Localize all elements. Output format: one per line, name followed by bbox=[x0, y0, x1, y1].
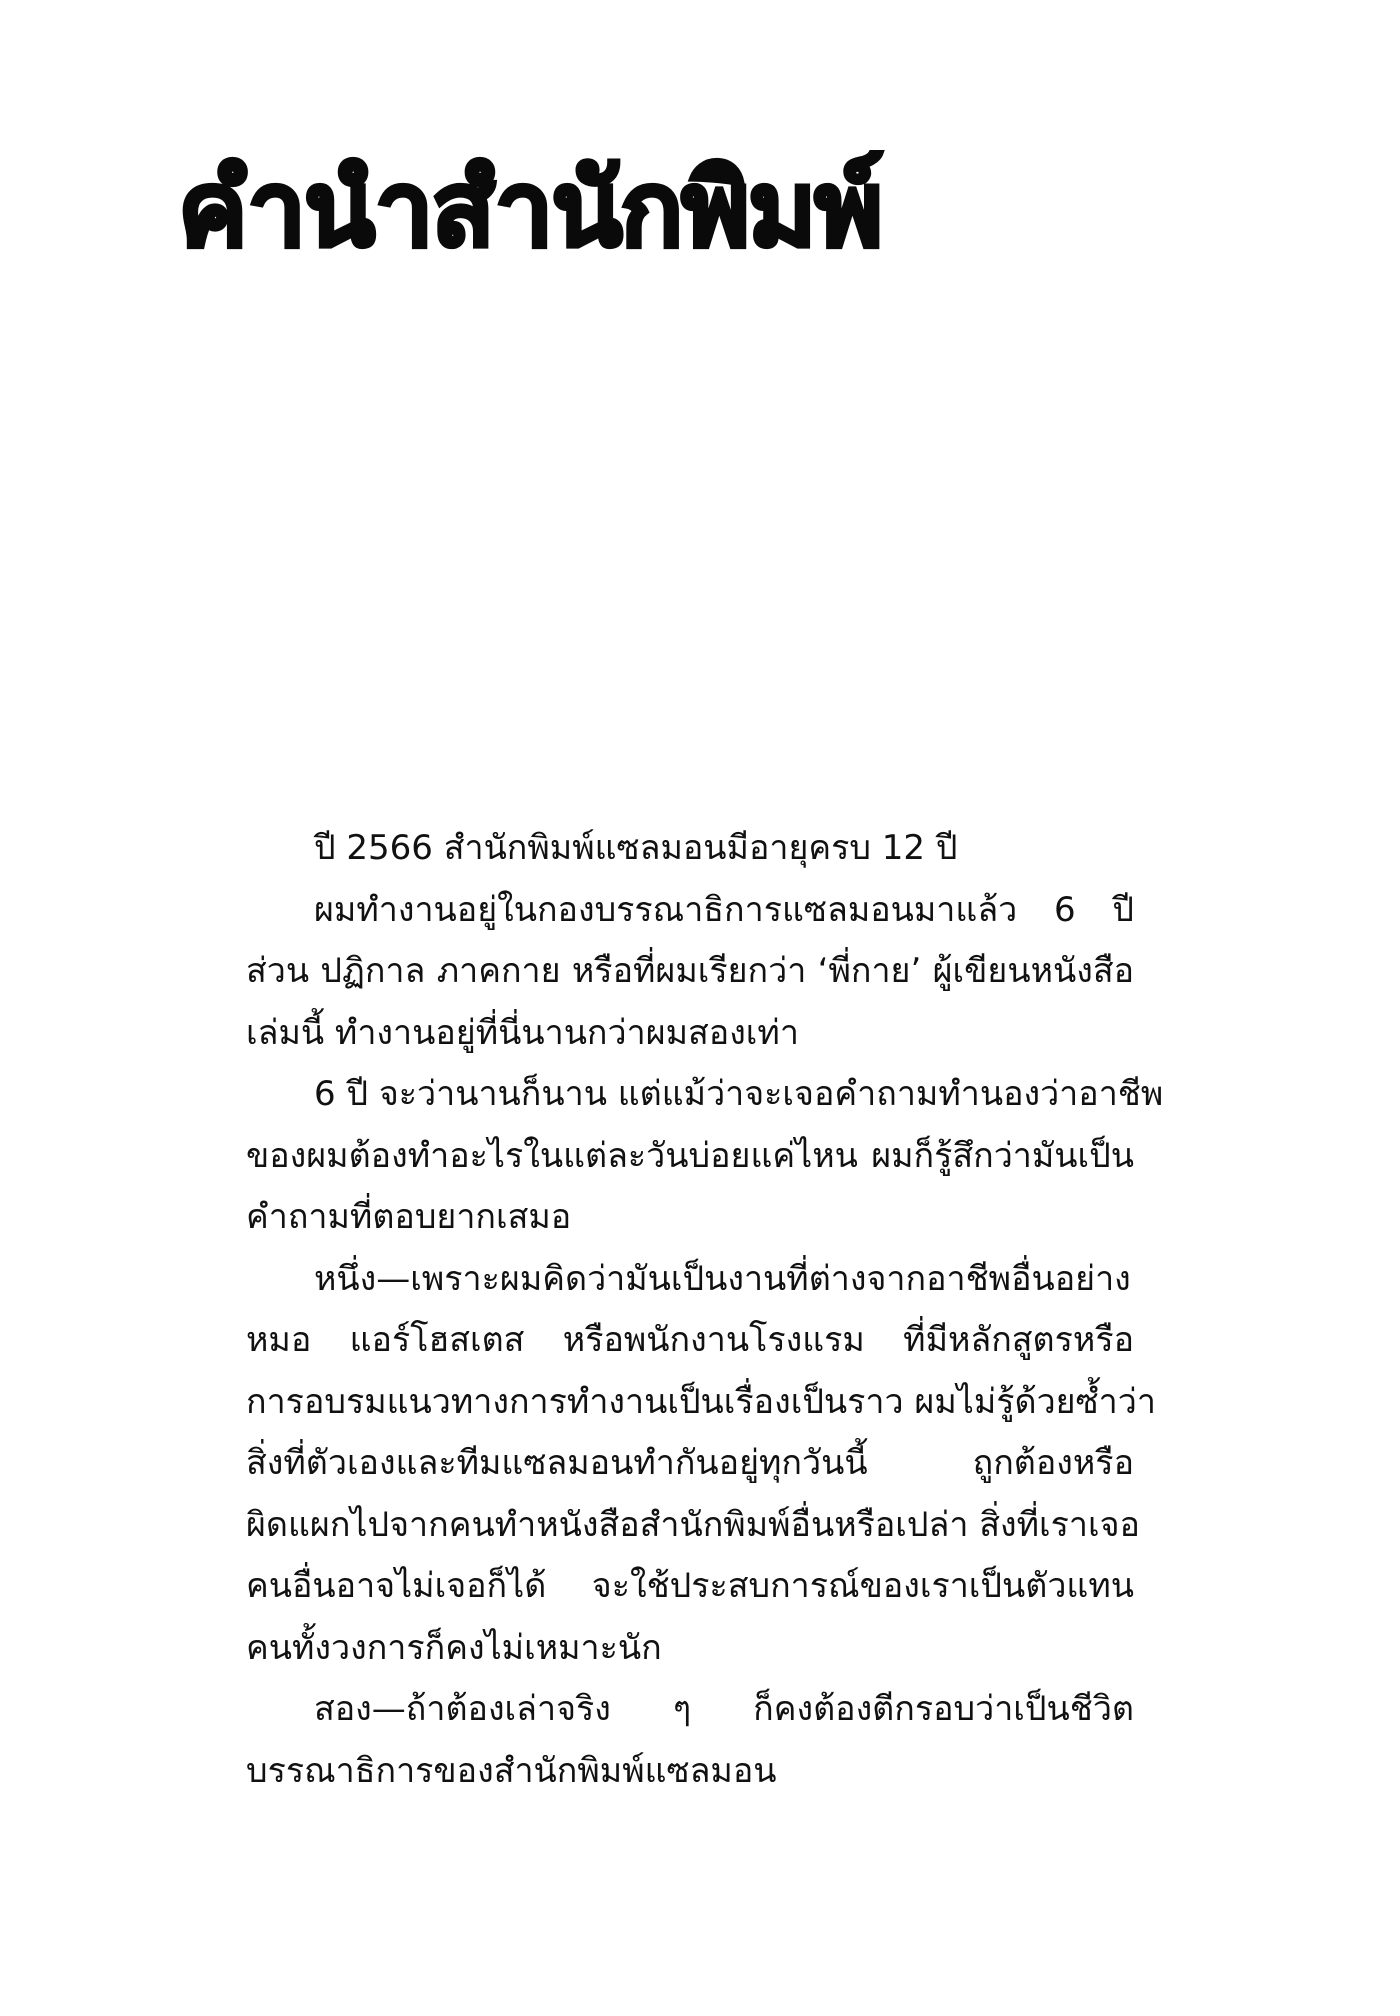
text-line: คำถามที่ตอบยากเสมอ bbox=[246, 1197, 572, 1237]
text-line: คนทั้งวงการก็คงไม่เหมาะนัก bbox=[246, 1627, 662, 1668]
text-line: บรรณาธิการของสำนักพิมพ์แซลมอน bbox=[246, 1750, 777, 1791]
text-line: เล่มนี้ ทำงานอยู่ที่นี่นานกว่าผมสองเท่า bbox=[246, 1012, 799, 1053]
text-line: การอบรมแนวทางการทำงานเป็นเรื่องเป็นราว ผมไม่รู้ด้วยซ้ำว่า bbox=[246, 1381, 1156, 1422]
text-line: ของผมต้องทำอะไรในแต่ละวันบ่อยแค่ไหน ผมก็รู้สึกว่ามันเป็น bbox=[246, 1135, 1134, 1176]
page-title: คำนำสำนักพิมพ์ bbox=[178, 148, 882, 270]
paragraph-4 bbox=[178, 1249, 1156, 1680]
text-line: ปี 2566 สำนักพิมพ์แซลมอนมีอายุครบ 12 ปี bbox=[314, 828, 958, 868]
text-line: ผมทำงานอยู่ในกองบรรณาธิการแซลมอนมาแล้ว 6 ปี bbox=[314, 889, 1134, 930]
paragraph-3 bbox=[178, 1064, 1164, 1249]
paragraph-2 bbox=[178, 880, 1134, 1065]
text-line: 6 ปี จะว่านานก็นาน แต่แม้ว่าจะเจอคำถามทำนองว่าอาชีพ bbox=[314, 1074, 1164, 1114]
foreword-body bbox=[178, 818, 1164, 1802]
paragraph-1 bbox=[178, 818, 1134, 880]
paragraph-5 bbox=[178, 1679, 1134, 1802]
text-line: สิ่งที่ตัวเองและทีมแซลมอนทำกันอยู่ทุกวันนี้ ถูกต้องหรือ bbox=[246, 1443, 1134, 1483]
text-line: สอง—ถ้าต้องเล่าจริง ๆ ก็คงต้องตีกรอบว่าเป็นชีวิต bbox=[314, 1689, 1134, 1729]
text-line: คนอื่นอาจไม่เจอก็ได้ จะใช้ประสบการณ์ของเราเป็นตัวแทน bbox=[246, 1566, 1134, 1606]
text-line: ส่วน ปฏิกาล ภาคกาย หรือที่ผมเรียกว่า ‘พี่กาย’ ผู้เขียนหนังสือ bbox=[246, 951, 1134, 991]
text-line: ผิดแผกไปจากคนทำหนังสือสำนักพิมพ์อื่นหรือเปล่า สิ่งที่เราเจอ bbox=[246, 1504, 1140, 1545]
text-line: หมอ แอร์โฮสเตส หรือพนักงานโรงแรม ที่มีหลักสูตรหรือ bbox=[246, 1320, 1134, 1360]
text-line: หนึ่ง—เพราะผมคิดว่ามันเป็นงานที่ต่างจากอาชีพอื่นอย่าง bbox=[314, 1258, 1131, 1299]
